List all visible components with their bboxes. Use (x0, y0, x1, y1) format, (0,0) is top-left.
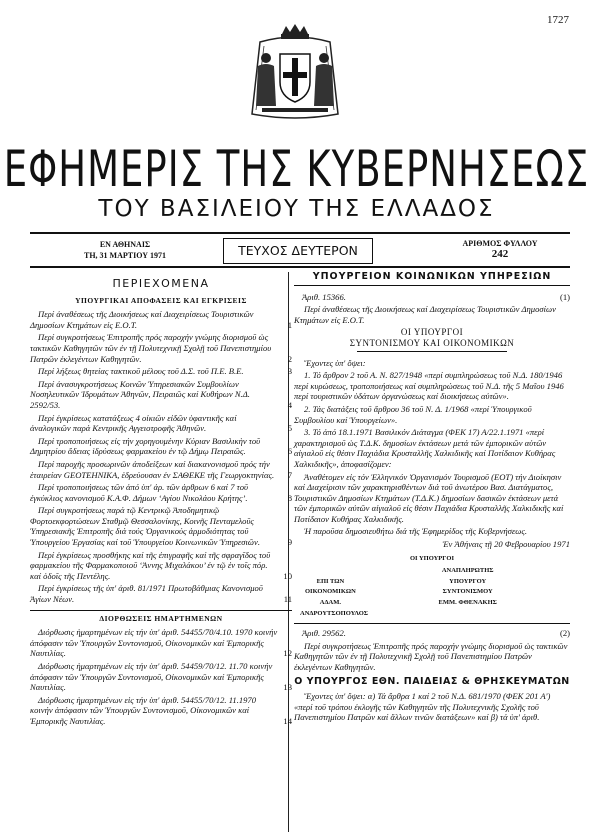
doc1-dateline: Ἐν Ἀθήναις τῇ 20 Φεβρουαρίου 1971 (442, 539, 570, 550)
section-rule (294, 623, 570, 624)
doc1-having: Ἔχοντες ὑπ' ὄψει: (304, 357, 366, 368)
masthead-sheet (445, 238, 555, 260)
heading-underline (357, 351, 507, 352)
doc2-minister: Ο ΥΠΟΥΡΓΟΣ ΕΘΝ. ΠΑΙΔΕΙΑΣ & ΘΡΗΣΚΕΥΜΑΤΩΝ (294, 675, 570, 687)
ministry-heading: ΥΠΟΥΡΓΕΙΟΝ ΚΟΙΝΩΝΙΚΩΝ ΥΠΗΡΕΣΙΩΝ (294, 272, 570, 286)
signatures (294, 566, 570, 619)
contents-item: Περί ἐγκρίσεως προσθήκης καί τῆς ἐπιγραφῆς καί τῆς σφραγῖδος τοῦ φαρμακείου τῆς Φαρμακοποιοῦ ‘Ἀννης Μιχαλάκου’ ἐν τῷ ἐν τοῖς πόρ. καί ὁδοῖς τῆς Πεντέλης. 10 (30, 549, 292, 581)
greek-royal-coat-of-arms-icon (242, 24, 348, 124)
contents-heading: ΠΕΡΙΕΧΟΜΕΝΑ (112, 277, 210, 290)
contents-item: Περί συγκροτήσεως Ἐπιτροπῆς πρός παροχήν γνώμης διορισμοῦ ὡς τακτικῶν Καθηγητῶν τῶν ἐν τῇ Πολυτεχνικῇ Σχολῇ τοῦ Πανεπιστημίου Πατρῶν ἐκλεγέντων Καθηγητῶν. 2 (30, 332, 292, 364)
decisions-column (294, 272, 570, 725)
masthead (30, 232, 570, 268)
masthead-place-date (70, 239, 180, 261)
doc1-summary: Περί ἀναθέσεως τῆς Διοικήσεως καί Διαχειρίσεως Τουριστικῶν Δημοσίων Κτημάτων εἰς Ε.Ο.Τ. (294, 304, 556, 325)
doc1-para: Ἀναθέτομεν εἰς τόν Ἑλληνικόν Ὀργανισμόν Τουρισμοῦ (ΕΟΤ) τήν Διοίκησιν καί Διαχείρισιν τῶν χαρακτηρισθέντων διά τοῦ ἀνωτέρου Βασ. Διατάγματος, Τουριστικῶν Δημοσίων Κτημάτων (Τ.Δ.Κ.) δημοσίων δασικῶν ἐκτάσεων μετά τῶν ἐμπορικῶν αὐτῶν αἰγιαλοῦ εἰς θέσιν Παχιάδια Κρυσταλλῆς Χαλκιδικῆς καί Ποτίδαιον Κυθήρας Χαλκιδικῆς. (294, 471, 564, 524)
masthead-sheet-label: ΑΡΙΘΜΟΣ ΦΥΛΛΟΥ (462, 239, 538, 248)
doc1-para: 3. Τό ἀπό 18.1.1971 Βασιλικόν Διάταγμα (ΦΕΚ 17) Α/22.1.1971 «περί χαρακτηρισμοῦ ὡς Τ.Δ.Κ. δημοσίων ἐκτάσεων μετά τῶν ἐμπορικῶν αὐτῶν αἰγιαλοῦ εἰς θέσιν Παχιάδια Κρυσταλλῆς Χαλκιδικῆς καί Ποτίδαιον Κυθήρας Χαλκιδικῆς», ἀποφασίζομεν: (294, 427, 556, 469)
signer-right-pre: ΑΝΑΠΛΗΡΩΤΗΣ (441, 567, 494, 575)
contents-item: Περί τροποποιήσεως τῶν ἀπό ὑπ' ἀρ. τῶν ἀρθρων 6 καί 7 τοῦ ἐγκύκλιος κανονισμοῦ Κ.Α.Φ. Δήμων ‘Αγίου Νικολάου Κρήτης’. 8 (30, 482, 292, 503)
doc2-summary: Περί συγκροτήσεως Ἐπιτροπῆς πρός παροχήν γνώμης διορισμοῦ ὡς τακτικῶν Καθηγητῶν τῶν ἐν τῇ Πολυτεχνικῇ Σχολῇ τοῦ Πανεπιστημίου Πατρῶν ἐκλεγέντων Καθηγητῶν. (294, 640, 568, 672)
doc2-ref-line (294, 628, 570, 639)
doc1-para: 1. Τό ἄρθρον 2 τοῦ Α. Ν. 827/1948 «περί συμπληρώσεως τοῦ Ν.Δ. 180/1946 περί κυρώσεως, τροποποιήσεως καί συμπληρώσεως τοῦ Ν.Δ. τῆς 5 Μαΐου 1946 περί τουριστικῶν ὑδάτων ὀργανώσεως καί διοικήσεως αὐτῶν». (294, 370, 564, 402)
contents-item: Περί ἐγκρίσεως κατατάξεως 4 οἰκιῶν εἰδῶν ὑφαντικῆς καί ἀναλογικῶν παρά Κεντρικῆς Αγγειοτροφῆς Ἀθηνῶν. 5 (30, 412, 292, 434)
newspaper-title: ΕΦΗΜΕΡΙΣ ΤΗΣ ΚΥΒΕΡΝΗΣΕΩΣ (3, 140, 590, 199)
signer-right-name: ΕΜΜ. ΦΘΕΝΑΚΗΣ (438, 599, 497, 607)
contents-item: Περί ἐγκρίσεως τῆς ὑπ' ἀριθ. 81/1971 Πρωτοβάθμιας Κανονισμοῦ Ἀγίων Νέων. 11 (30, 583, 292, 605)
doc1-heading2: ΣΥΝΤΟΝΙΣΜΟΥ ΚΑΙ ΟΙΚΟΝΟΜΙΚΩΝ (349, 337, 515, 348)
contents-item: Περί συγκροτήσεως παρά τῷ Κεντρικῷ Ἀποδημητικῷ Φορτοεκφορτώσεων Σταθμῷ Θεσσαλονίκης, Κοινῆς Πενταμελοῦς Ὑπηρεσιακῆς Ἐπιτροπῆς διά τούς Ὀργανικούς ἀρμοδιότητας τοῦ Ὑπουργείου Ἐργασίας καί τοῦ Ὑπουργείου Κοινωνικῶν Ὑπηρεσιῶν. 9 (30, 505, 292, 548)
newspaper-subtitle: ΤΟΥ ΒΑΣΙΛΕΙΟΥ ΤΗΣ ΕΛΛΑΔΟΣ (98, 196, 495, 222)
signer-right-title: ΥΠΟΥΡΓΟΥ ΣΥΝΤΟΝΙΣΜΟΥ (442, 577, 493, 596)
signer-right (437, 566, 564, 619)
contents-column (30, 275, 292, 729)
masthead-place: ΕΝ ΑΘΗΝΑΙΣ (99, 240, 151, 249)
doc1-para: Ἡ παροῦσα δημοσιευθήτω διά τῆς Ἐφημερίδος τῆς Κυβερνήσεως. (304, 526, 527, 537)
signer-left (300, 566, 427, 619)
contents-item: Περί λήξεως θητείας τακτικοῦ μέλους τοῦ Δ.Σ. τοῦ Π.Ε. Β.Ε. 3 (38, 366, 292, 377)
doc1-ref: Ἀριθ. 15366. (302, 291, 346, 302)
correction-item: Διόρθωσις ἡμαρτημένων εἰς τήν ὑπ' ἀριθ. 54459/70/12. 11.70 κοινήν ἀπόφασιν τῶν Ὑπουργῶν Συντονισμοῦ, Οἰκονομικῶν καί Ἐμπορικῆς Ναυτιλίας. 13 (30, 661, 292, 693)
signer-left-name: ΑΔΑΜ. ΑΝΔΡΟΥΤΣΟΠΟΥΛΟΣ (300, 599, 369, 617)
doc1-para: 2. Τάς διατάξεις τοῦ ἄρθρου 36 τοῦ Ν. Δ. 1/1968 «περί Ὑπουργικοῦ Συμβουλίου καί Ὑπουργείων». (294, 403, 532, 425)
correction-item: Διόρθωσις ἡμαρτημένων εἰς τήν ὑπ' ἀριθ. 54455/70/4.10. 1970 κοινήν ἀπόφασιν τῶν Ὑπουργῶν Συντονισμοῦ, Οἰκονομικῶν καί Ἐμπορικῆς Ναυτιλίας. 12 (30, 627, 292, 659)
masthead-sheet-number: 242 (491, 248, 509, 260)
masthead-date: ΤΗ, 31 ΜΑΡΤΙΟΥ 1971 (83, 251, 166, 260)
masthead-issue: ΤΕΥΧΟΣ ΔΕΥΤΕΡΟΝ (223, 238, 373, 264)
contents-item: Περί τροποποιήσεως εἰς τήν χορηγουμένην Κύριαν Βασιλικὴν τοῦ Δημητρίου ἄδειας ἱδρύσεως φαρμακείου ἐν τῷ Δήμῳ Πειραιῶς. 6 (30, 435, 292, 457)
correction-item: Διόρθωσις ἡμαρτημένων εἰς τήν ὑπ' ἀριθ. 54455/70/12. 11.1970 κοινήν ἀπόφασιν τῶν Ὑπουργῶν Συντονισμοῦ, Οἰκονομικῶν καί Ἐμπορικῆς Ναυτιλίας. 14 (30, 694, 292, 726)
doc2-num: (2) (559, 628, 570, 639)
signer-left-title: ΕΠΙ ΤΩΝ ΟΙΚΟΝΟΜΙΚΩΝ (305, 577, 356, 596)
doc1-num: (1) (559, 291, 570, 302)
doc2-ref: Ἀριθ. 29562. (302, 628, 346, 639)
doc1-heading1: ΟΙ ΥΠΟΥΡΓΟΙ (400, 327, 464, 338)
doc2-text: Ἔχοντες ὑπ' ὄψει: α) Τά ἄρθρα 1 καί 2 τοῦ Ν.Δ. 681/1970 (ΦΕΚ 201 Α') «περί τοῦ τρόπου ἐκλογῆς τῶν Καθηγητῶν τῆς Πολυτεχνικῆς Σχολῆς τοῦ Πανεπιστημίου Πατρῶν καί ἄλλων τινῶν διατάξεων» καί β) τά ὑπ' ἀριθ. (294, 691, 551, 723)
contents-item: Περί ἀναθέσεως τῆς Διοικήσεως καί Διαχειρίσεως Τουριστικῶν Δημοσίων Κτημάτων εἰς Ε.Ο.Τ. 1 (30, 309, 292, 330)
page-number: 1727 (547, 14, 569, 26)
contents-item: Περί παροχῆς προσωρινῶν ἀποδείξεων καί διακανονισμοῦ πρός τήν ἑταιρείαν GEOTEHNIKA, ἑδρεύουσαν ἐν ΣΑΘΕΚΕ τῆς Γεωργοκτηνίας. 7 (30, 458, 292, 480)
contents-item: Περί ἀνασυγκροτήσεως Κοινῶν Ὑπηρεσιακῶν Συμβουλίων Νοσηλευτικῶν Ἱδρυμάτων Ἀθηνῶν, Πειραιῶς καί Κυθήρων Ν.Δ. 2592/53. 4 (30, 378, 292, 410)
contents-section-heading: ΥΠΟΥΡΓΙΚΑΙ ΑΠΟΦΑΣΕΙΣ ΚΑΙ ΕΓΚΡΙΣΕΙΣ (75, 295, 247, 305)
signers-heading: ΟΙ ΥΠΟΥΡΓΟΙ (410, 554, 454, 562)
corrections-section-heading: ΔΙΟΡΘΩΣΕΙΣ ΗΜΑΡΤΗΜΕΝΩΝ (30, 610, 292, 625)
doc1-ref-line (294, 292, 570, 303)
